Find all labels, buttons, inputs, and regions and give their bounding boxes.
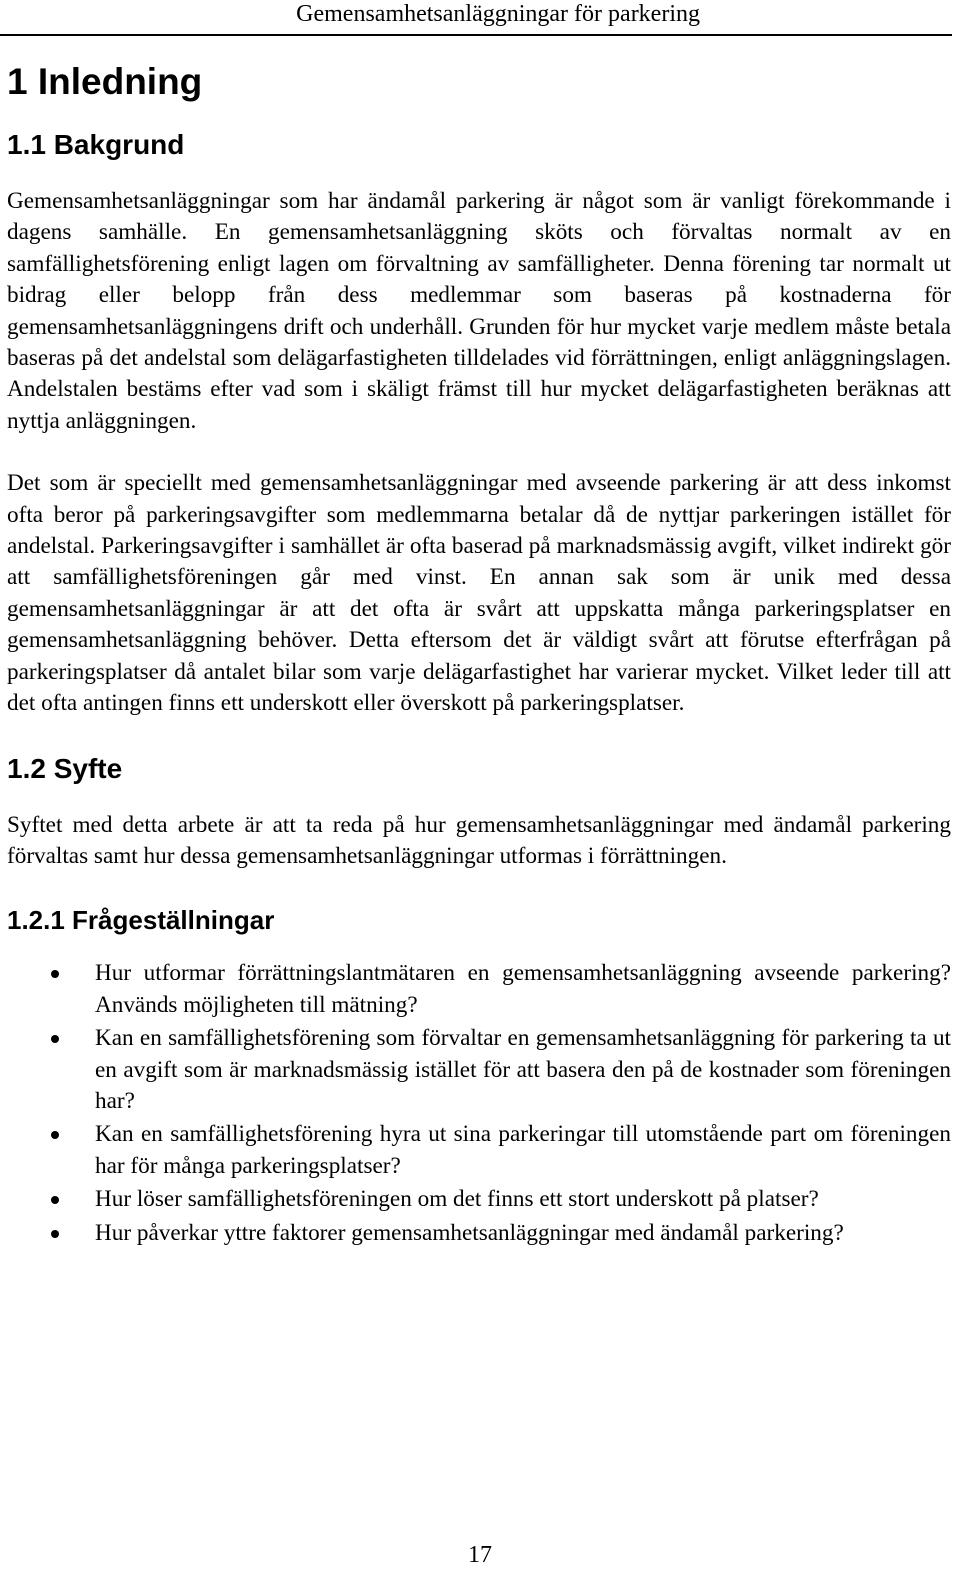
list-item	[7, 958, 951, 1021]
section-heading-syfte: 1.2 Syfte	[7, 752, 123, 784]
paragraph-bakgrund-1: Gemensamhetsanläggningar som har ändamål parkering är något som är vanligt förekommande i dagens samhälle. En gemensamhetsanläggning sköts och förvaltas normalt av en samfällighetsförening enligt lagen om förvaltning av samfälligheter. Denna förening tar normalt ut bidrag eller belopp från dess medlemmar som baseras på kostnaderna för gemensamhetsanläggningens drift och underhåll. Grunden för hur mycket varje medlem måste betala baseras på det andelstal som delägarfastigheten tilldelades vid förrättningen, enligt anläggningslagen. Andelstalen bestäms efter vad som i skäligt främst till hur mycket delägarfastigheten beräknas att nyttja anläggningen.	[7, 188, 951, 434]
question-text: Kan en samfällighetsförening hyra ut sina parkeringar till utomstående part om föreningen har för många parkeringsplatser?	[95, 1121, 951, 1179]
page-number: 17	[468, 1542, 492, 1568]
subsection-heading-fragestallningar: 1.2.1 Frågeställningar	[7, 905, 275, 936]
list-item	[7, 1184, 951, 1215]
question-list	[7, 958, 951, 1249]
question-text: Kan en samfällighetsförening som förvaltar en gemensamhetsanläggning för parkering ta ut en avgift som är marknadsmässig istället för att basera den på de kostnader som föreningen har?	[95, 1025, 951, 1114]
bullet-icon	[51, 1230, 59, 1238]
question-text: Hur utformar förrättningslantmätaren en gemensamhetsanläggning avseende parkering? Används möjligheten till mätning?	[95, 960, 951, 1018]
question-text: Hur påverkar yttre faktorer gemensamhetsanläggningar med ändamål parkering?	[95, 1219, 844, 1246]
question-text: Hur löser samfällighetsföreningen om det finns ett stort underskott på platser?	[95, 1186, 819, 1213]
page-content	[7, 60, 951, 1251]
paragraph-bakgrund-2: Det som är speciellt med gemensamhetsanläggningar med avseende parkering är att dess inkomst ofta beror på parkeringsavgifter som medlemmarna betalar då de nyttjar parkeringen istället för andelstal. Parkeringsavgifter i samhället är ofta baserad på marknadsmässig avgift, vilket indirekt gör att samfällighetsföreningen går med vinst. En annan sak som är unik med dessa gemensamhetsanläggningar är att det ofta är svårt att uppskatta många parkeringsplatser en gemensamhetsanläggning behöver. Detta eftersom det är väldigt svårt att förutse efterfrågan på parkeringsplatser då antalet bilar som varje delägarfastighet har varierar mycket. Vilket leder till att det ofta antingen finns ett underskott eller överskott på parkeringsplatser.	[7, 470, 951, 717]
list-item	[7, 1119, 951, 1182]
list-item	[7, 1218, 951, 1249]
running-header	[0, 0, 952, 36]
bullet-icon	[51, 1196, 59, 1204]
paragraph-syfte: Syftet med detta arbete är att ta reda på hur gemensamhetsanläggningar med ändamål parkering förvaltas samt hur dessa gemensamhetsanläggningar utformas i förrättningen.	[7, 811, 951, 869]
bullet-icon	[51, 1131, 59, 1139]
running-header-title: Gemensamhetsanläggningar för parkering	[296, 1, 700, 27]
bullet-icon	[51, 970, 59, 978]
section-heading-bakgrund: 1.1 Bakgrund	[7, 129, 185, 160]
chapter-heading: 1 Inledning	[7, 61, 203, 102]
list-item	[7, 1023, 951, 1117]
bullet-icon	[51, 1035, 59, 1043]
